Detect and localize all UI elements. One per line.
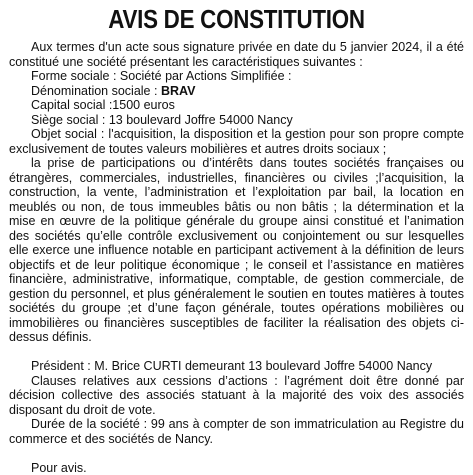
closing-line: Pour avis. [9,461,464,475]
objet-social-details: la prise de participations ou d’intérêts dans toutes sociétés françaises ou étrangères, commerciales, industrielles, financières ou civiles ;l’acquisition, la construction, la vente, l’administration et l’exploitation par bail, la location en meublés ou non, de tous immeubles bâtis ou non bâtis ; la détermination et la mise en œuvre de la politique générale du groupe ainsi constitué et l’animation des sociétés qu’elle contrôle exclusivement ou conjointement ou sur lesquelles elle exerce une influence notable en participant activement à la définition de leurs objectifs et de leur politique économique ; le conseil et l’assistance en matières financière, administrative, informatique, comptable, de gestion commerciale, de gestion du personnel, et plus généralement le soutien en toutes matières à toutes sociétés du groupe ;et d’une façon générale, toutes opérations mobilières ou immobilières ou financières susceptibles de faciliter la réalisation des objets ci-dessus définis. [9,156,464,345]
denomination-line [9,84,464,99]
siege-social: Siège social : 13 boulevard Joffre 54000 Nancy [9,113,464,128]
objet-social-paragraph: Objet social : l'acquisition, la disposition et la gestion pour son propre compte exclusivement de toutes valeurs mobilières et autres droits sociaux ; [9,127,464,156]
intro-paragraph: Aux termes d'un acte sous signature privée en date du 5 janvier 2024, il a été constitué une société présentant les caractéristiques suivantes : [9,40,464,69]
duree-paragraph: Durée de la société : 99 ans à compter de son immatriculation au Registre du commerce et des sociétés de Nancy. [9,417,464,446]
clauses-paragraph: Clauses relatives aux cessions d’actions : l’agrément doit être donné par décision collective des associés statuant à la majorité des voix des associés disposant du droit de vote. [9,374,464,418]
notice-title: AVIS DE CONSTITUTION [41,4,432,34]
denomination-value: BRAV [161,84,196,98]
blank-line [9,446,464,461]
forme-sociale: Forme sociale : Société par Actions Simplifiée : [9,69,464,84]
capital-social: Capital social :1500 euros [9,98,464,113]
president-line: Président : M. Brice CURTI demeurant 13 boulevard Joffre 54000 Nancy [9,359,464,374]
notice-body [9,40,464,475]
blank-line [9,345,464,360]
denomination-label: Dénomination sociale : [31,84,161,98]
